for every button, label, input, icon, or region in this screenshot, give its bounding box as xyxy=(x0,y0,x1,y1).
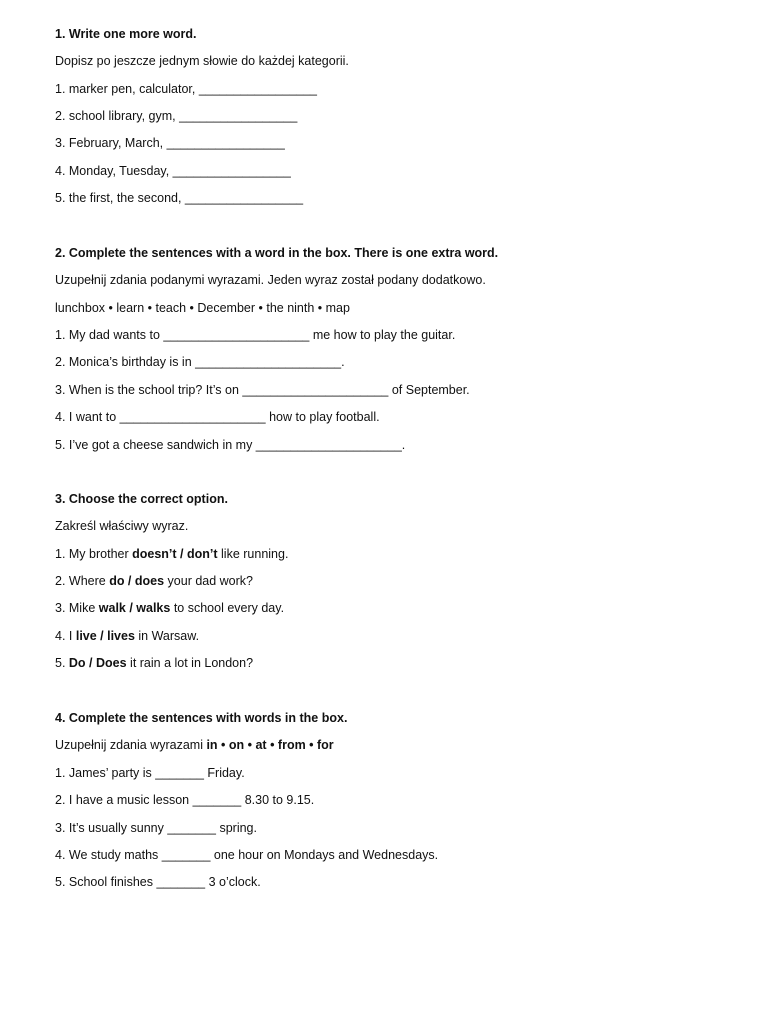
exercise-2-item: 2. Monica’s birthday is in _____________________. xyxy=(55,355,345,369)
option-choice[interactable]: doesn’t / don’t xyxy=(132,547,218,561)
exercise-4-item: 5. School finishes _______ 3 o’clock. xyxy=(55,875,261,889)
exercise-3-item xyxy=(55,628,199,644)
exercise-4-item: 1. James’ party is _______ Friday. xyxy=(55,766,245,780)
item-text: 4. I xyxy=(55,629,76,643)
exercise-2-item: 4. I want to _____________________ how to play football. xyxy=(55,410,380,424)
option-choice[interactable]: Do / Does xyxy=(68,656,127,670)
exercise-4-item: 4. We study maths _______ one hour on Mondays and Wednesdays. xyxy=(55,848,439,862)
item-text: 5. xyxy=(55,656,69,670)
option-choice[interactable]: do / does xyxy=(109,574,165,588)
exercise-4-word-box: in • on • at • from • for xyxy=(206,738,334,752)
exercise-1-title: 1. Write one more word. xyxy=(55,27,197,41)
exercise-1-item: 4. Monday, Tuesday, _________________ xyxy=(55,164,291,178)
item-text: like running. xyxy=(217,547,289,561)
exercise-4-title: 4. Complete the sentences with words in the box. xyxy=(55,711,348,725)
exercise-4-instruction-line xyxy=(55,737,334,753)
exercise-2-item: 1. My dad wants to _____________________ me how to play the guitar. xyxy=(55,328,456,342)
item-text: to school every day. xyxy=(170,601,285,615)
exercise-3-item xyxy=(55,546,288,562)
exercise-2-item: 3. When is the school trip? It’s on _____________________ of September. xyxy=(55,383,470,397)
exercise-2-word-box: lunchbox • learn • teach • December • the ninth • map xyxy=(55,301,350,315)
item-text: 3. Mike xyxy=(55,601,99,615)
exercise-3-item xyxy=(55,573,253,589)
exercise-1-item: 1. marker pen, calculator, _________________ xyxy=(55,82,317,96)
exercise-1-item: 5. the first, the second, _________________ xyxy=(55,191,304,205)
item-text: your dad work? xyxy=(164,574,253,588)
exercise-3-instruction: Zakreśl właściwy wyraz. xyxy=(55,519,189,533)
exercise-3-title: 3. Choose the correct option. xyxy=(55,492,228,506)
exercise-2-instruction: Uzupełnij zdania podanymi wyrazami. Jeden wyraz został podany dodatkowo. xyxy=(55,273,486,287)
exercise-3-item xyxy=(55,600,284,616)
exercise-4-item: 2. I have a music lesson _______ 8.30 to 9.15. xyxy=(55,793,315,807)
option-choice[interactable]: walk / walks xyxy=(98,601,171,615)
exercise-3-item xyxy=(55,655,253,671)
exercise-1-instruction: Dopisz po jeszcze jednym słowie do każdej kategorii. xyxy=(55,54,349,68)
exercise-2-item: 5. I’ve got a cheese sandwich in my _____________________. xyxy=(55,438,406,452)
exercise-2-title: 2. Complete the sentences with a word in the box. There is one extra word. xyxy=(55,246,499,260)
item-text: in Warsaw. xyxy=(134,629,200,643)
option-choice[interactable]: live / lives xyxy=(75,629,135,643)
exercise-1-item: 2. school library, gym, _________________ xyxy=(55,109,298,123)
exercise-4-instruction: Uzupełnij zdania wyrazami xyxy=(55,738,207,752)
exercise-4-item: 3. It’s usually sunny _______ spring. xyxy=(55,821,257,835)
item-text: 2. Where xyxy=(55,574,110,588)
exercise-1-item: 3. February, March, _________________ xyxy=(55,136,285,150)
item-text: 1. My brother xyxy=(55,547,133,561)
item-text: it rain a lot in London? xyxy=(126,656,254,670)
